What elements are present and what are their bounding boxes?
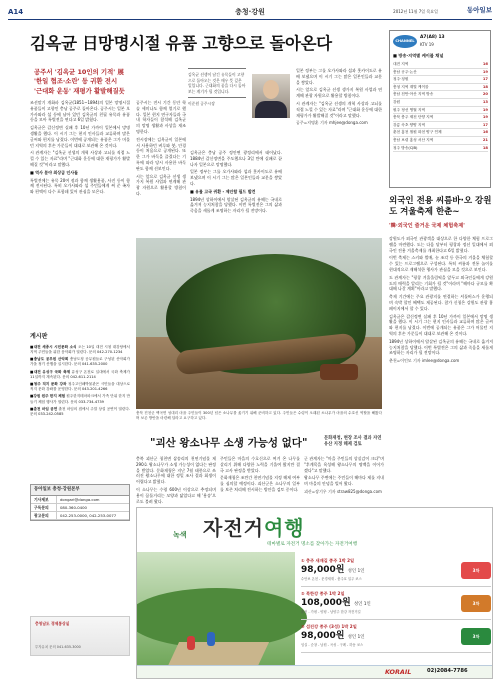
- channel-number: 18: [482, 84, 488, 89]
- tour-desc: 임실 - 순창 - 남원 - 곡성 - 구례 - 하동 코스: [301, 643, 364, 648]
- tour-name: ② 북한강 종주 1박 2일: [301, 591, 345, 597]
- main-article-col2: [136, 100, 186, 234]
- ad-footer: [137, 665, 492, 678]
- channel-number: 19: [482, 107, 488, 112]
- second-article-col1: [136, 456, 216, 506]
- notice-item-body: 오는 10일 대전 시청 대강당에서 지역 주민들을 위한 음악회가 열린다. 문의 042-270-1234: [30, 344, 130, 354]
- second-side-headline: 문화재청, 현장 조사 결과 자연유산 지정 해제 검토: [324, 436, 382, 448]
- sidebox-subtitle: KTV 19: [420, 42, 434, 47]
- notice-title: 게시판: [30, 333, 48, 340]
- tour-price: [301, 564, 461, 577]
- paragraph: 군 관계자는 "마을 주민들의 상실감이 크다"며 "후계목을 육성해 왕소나무의 명맥을 이어가겠다"고 말했다.: [304, 456, 384, 473]
- portrait-photo: [252, 74, 290, 118]
- notice-item-title: ■대전 세종시 시민문화 소식: [30, 344, 77, 349]
- cyclist-icon: [187, 636, 195, 650]
- contact-key: 광고문의: [31, 512, 57, 519]
- paragraph: 일본 정부는 그를 오가사와라 섬과 홋카이도로 유배 보냈으며 이 시기 그는 많은 일본인들과 교분을 쌓았다.: [296, 68, 382, 85]
- tour-price: [301, 630, 461, 643]
- subhead: '근대화 운동' 재평가 활발해질듯: [34, 86, 125, 95]
- paragraph-heading: ■ 유물 고국 귀환 - 제안할 필드 발견: [190, 188, 256, 194]
- notice-board: [30, 333, 130, 419]
- paragraph: 1894년 상하이에서 암살된 김옥균의 유해는 국내로 옮겨져 능지처참을 당했다. 이번 특별전은 그의 삶과 죽음을 새롭게 조명하는 자리가 될 전망이다.: [389, 338, 493, 356]
- bicycle-tour-advertisement[interactable]: [136, 507, 493, 679]
- paragraph: 김옥균은 갑신정변 실패 후 10년 가까이 일본에서 망명 생활을 했다. 이 시기 그는 현지 인사들과 교류하며 많은 글씨와 편지를 남겼다. 이번에 공개되는 유품은 그가 머물던 지역의 후손 가문들이 대대로 보관해 온 것이다.: [30, 125, 130, 148]
- second-headline[interactable]: "괴산 왕소나무 소생 가능성 없다": [150, 437, 308, 449]
- channel-number: 20: [482, 92, 488, 97]
- contact-value[interactable]: dongari@donga.com: [60, 497, 100, 503]
- channel-sidebox: [389, 30, 491, 188]
- paragraph: 김옥균은 충남 공주 정안면 광정리에서 태어났다. 1884년 갑신정변을 주도했으나 3일 만에 실패로 끝나자 일본으로 망명했다.: [190, 150, 282, 167]
- tour-info: [301, 624, 461, 648]
- portrait-face: [263, 80, 279, 99]
- channel-row: [393, 114, 488, 122]
- newspaper-logo[interactable]: 동아일보: [466, 6, 492, 14]
- paragraph: 김옥균은 갑신정변 실패 후 10년 가까이 일본에서 망명 생활을 했다. 이 시기 그는 현지 인사들과 교류하며 많은 글씨와 편지를 남겼다. 이번에 공개되는 유품은 그가 머물던 지역의 후손 가문들이 대대로 보관해 온 것이다.: [389, 313, 493, 336]
- second-article-col2: [220, 456, 300, 506]
- tour-price-value: 98,000원: [301, 565, 345, 576]
- tour-name: ③ 섬진강 종주 (3성) 1박 2일: [301, 624, 357, 630]
- paragraph: 특별전에는 유묵 20여 점과 함께 생활용품, 사진 등이 함께 전시된다. 특히 오가사와라 섬 주민들에게 써 준 족자와 편액이 다수 포함돼 있어 관심을 모은다.: [30, 177, 130, 195]
- subhead: 공주서 '김옥균 10인의 기적' 展: [34, 68, 124, 76]
- pull-quote: [188, 68, 246, 107]
- tour-price-unit: 성인 1인: [347, 635, 365, 641]
- contact-key: 구독문의: [31, 504, 57, 511]
- tour-item[interactable]: [301, 620, 491, 653]
- page-header: [8, 6, 492, 20]
- ad-brand: [203, 514, 305, 543]
- channel-row: [393, 107, 488, 115]
- notice-item-body: 청주고인쇄박물관은 시민들을 대상으로 직지 문화 강좌를 운영한다. 문의 043-201-4266: [30, 381, 130, 392]
- korail-logo: KORAIL: [385, 668, 412, 676]
- channel-row: [393, 122, 488, 130]
- notice-item: [30, 394, 130, 404]
- quote-text: 김옥균 선생이 남긴 유묵들이 고향으로 돌아오는 것은 매우 뜻 깊은 일입니다. 근대화의 꿈을 다시 돌아보는 계기가 될 것입니다.: [188, 68, 246, 98]
- channel-number: 17: [482, 77, 488, 82]
- right-subhead: '韓·외국인 즐거운 국제 체험축제': [389, 223, 465, 229]
- paragraph: 문화재청은 조만간 천연기념물 지정 해제 여부를 심의할 예정이다. 괴산군은 소나무의 일부를 보존 처리해 전시하는 방안을 검토 중이다.: [220, 475, 300, 492]
- channel-row: [393, 69, 488, 77]
- notice-item-title: ■강원 원주 한지 체험: [30, 394, 66, 399]
- notice-item-body: 충남도청 공무원들로 구성된 산악회가 가을 정기 산행을 실시한다. 문의 041-635-2000: [30, 357, 130, 367]
- paragraph: 왕소나무 주변에는 주민들이 해마다 제를 지내며 마을의 안녕을 빌어 왔다.: [304, 475, 384, 487]
- tour-desc: 수안보 온천 - 문경새재 - 충주호 일주 코스: [301, 577, 362, 582]
- channel-number: 21: [482, 137, 488, 142]
- paragraph-heading: ■ 역사 분야 최상급 인사들: [30, 169, 78, 175]
- ad-brand-a: 자전거: [203, 516, 264, 540]
- channel-number: 18: [482, 145, 488, 150]
- paragraph: 시 관계자는 "김옥균 선생의 개혁 사상과 고뇌를 직접 느낄 수 있는 자료"라며 "근대화 운동에 대한 재평가가 활발해질 것"이라고 말했다.: [30, 150, 130, 167]
- notice-item: [30, 357, 130, 367]
- tour-item[interactable]: [301, 554, 491, 587]
- channel-name: 충남 보령 홍성 서산 지역: [393, 137, 434, 142]
- notice-item-title: ■충남도 공무원 산악회: [30, 357, 69, 362]
- channel-row: [393, 137, 488, 145]
- section-title: 충청·강원: [235, 8, 265, 16]
- portrait-suit: [255, 101, 287, 118]
- paragraph: 1894년 상하이에서 암살된 김옥균의 유해는 국내로 옮겨져 능지처참을 당했다. 이번 특별전은 그의 삶과 죽음을 새롭게 조명하는 자리가 될 전망이다.: [190, 196, 282, 214]
- tour-badge: 3차: [461, 562, 491, 579]
- small-advertisement[interactable]: [30, 616, 130, 656]
- right-article-body: [389, 236, 493, 506]
- right-headline[interactable]: 외국인 전용 씨름바·오 강원도 겨울축제 한춘~: [389, 196, 492, 218]
- ad-phone[interactable]: 02)2084-7786: [427, 668, 468, 674]
- tour-list: [301, 554, 491, 653]
- notice-item-title: ■청주 직지 문화 강좌: [30, 381, 67, 386]
- small-ad-title: 충청남도 경제통상실: [35, 621, 70, 626]
- channel-name: 충남 공주·논산: [393, 69, 417, 74]
- channel-number: 13: [482, 99, 488, 104]
- channel-name: 충북 충주 제천 단양 지역: [393, 115, 434, 120]
- paragraph: 축제 기간에는 주요 관광지를 연결하는 셔틀버스가 운행되며 숙박 할인 혜택도 제공된다. 참가 신청은 강원도 관광 홈페이지에서 할 수 있다.: [389, 294, 493, 311]
- contact-title: 동아일보 충청·강원본부: [31, 485, 129, 496]
- paragraph: 이번 축제는 스키와 썰매, 눈 조각 등 한국의 겨울을 체험할 수 있는 프로그램으로 구성된다. 특히 씨름과 전통 놀이를 현대적으로 재해석한 행사가 관심을 모을 것으로 보인다.: [389, 255, 493, 272]
- notice-item-body: 유성구 온천로 일대에서 국화 축제가 11일까지 계속된다. 문의 042-611-2114: [30, 369, 130, 379]
- ad-cycling-scene: [137, 552, 295, 668]
- channel-number: 16: [482, 130, 488, 135]
- contact-row: [31, 512, 129, 520]
- second-article-col3: [304, 456, 384, 506]
- channel-number: 19: [482, 69, 488, 74]
- channel-name: 춘천 홍천 철원 화천 양구 인제: [393, 130, 442, 135]
- byline[interactable]: 공주=지명훈 기자 mhjee@donga.com: [296, 120, 368, 126]
- tour-info: [301, 591, 461, 615]
- paragraph: 도 관계자는 "평창 겨울올림픽을 앞두고 외국인들에게 강원도의 매력을 알리는 기회가 될 것"이라며 "해마다 규모를 확대해 나갈 계획"이라고 말했다.: [389, 274, 493, 292]
- paragraph: 주민들은 마을의 수호신으로 여겨 온 나무를 살리기 위해 다양한 노력을 기울여 왔지만 결국 고사 판정을 받았다.: [220, 456, 300, 473]
- channel-name: 대전 지역: [393, 62, 409, 66]
- channel-row: [393, 61, 488, 69]
- notice-item: [30, 370, 130, 380]
- channel-row: [393, 145, 488, 153]
- main-article-col1: [30, 100, 130, 328]
- sidebox-section-title: ■ 방송·지역별 케이블 채널: [393, 53, 444, 58]
- pine-tree-photo: [136, 238, 382, 409]
- contact-value[interactable]: 080-360-0400: [60, 505, 87, 511]
- notice-item: [30, 382, 130, 392]
- channel-name: 원주 정선 영월 지역: [393, 107, 426, 112]
- tour-price-value: 108,000원: [301, 598, 351, 609]
- ad-brand-small: 녹색: [173, 531, 187, 539]
- channel-row: [393, 129, 488, 137]
- tour-badge: 3차: [461, 595, 491, 612]
- channel-row: [393, 84, 488, 92]
- channel-number: 19: [482, 115, 488, 120]
- notice-item-body: 춘천 마임의 집에서 주말 상설 공연이 열린다. 문의 033-242-0585: [30, 406, 130, 416]
- paragraph: 충북 괴산군 청천면 삼송리의 천연기념물 제290호 왕소나무가 소생 가능성이 없다는 판정을 받았다. 문화재청은 지난 7월 태풍으로 쓰러진 왕소나무에 대한 정밀 조사 결과 회생이 어렵다고 밝혔다.: [136, 456, 216, 485]
- channel-row: [393, 99, 488, 107]
- sidebox-title: A7(A8) 13: [420, 35, 445, 40]
- channel-name: 강릉 속초 양양 지역: [393, 122, 426, 127]
- notice-item-title: ■대전 유성구 국화 축제: [30, 369, 71, 374]
- contact-key: 기사제보: [31, 496, 57, 503]
- photo-caption: 충북 진천군 백곡면 성대리 마을 주민들이 300년 넘은 소나무를 옮기기 위해 준비하고 있다. 주민들은 수령이 오래된 소나무가 마을의 수호신 역할을 해왔다며 보존 방안을 마련해 달라고 요구하고 있다.: [136, 411, 382, 421]
- tour-price: [301, 597, 461, 610]
- channel-number: 17: [482, 122, 488, 127]
- paragraph: 공주시는 전시 기간 동안 학술 세미나도 함께 열기로 했다. 일본 현지 연구자들과 국내 학자들이 참석해 김옥균의 망명 생활과 사상을 재조명한다.: [136, 100, 186, 134]
- ad-tagline: 테마별로 자전거 명소를 찾아가는 자전거여행: [267, 542, 358, 547]
- scene-hill: [136, 588, 307, 648]
- tour-price-value: 98,000원: [301, 631, 345, 642]
- main-article-col3: [190, 150, 282, 234]
- subhead: '한일 협조·소란' 등 귀환 전시: [34, 77, 118, 86]
- paragraph: 일본 정부는 그를 오가사와라 섬과 홋카이도로 유배 보냈으며 이 시기 그는 많은 일본인들과 교분을 쌓았다.: [190, 169, 282, 186]
- tour-item[interactable]: [301, 587, 491, 620]
- channel-row: [393, 76, 488, 84]
- pot-object: [320, 364, 358, 380]
- channel-name: 강원: [393, 99, 401, 104]
- paragraph: 시 관계자는 "김옥균 선생의 개혁 사상과 고뇌를 직접 느낄 수 있는 자료"라며 "근대화 운동에 대한 재평가가 활발해질 것"이라고 말했다.: [296, 100, 382, 118]
- main-article-col4: [296, 68, 382, 234]
- contact-row: [31, 496, 129, 504]
- notice-item-body: 원주한지테마파크에서 가족 단위 한지 만들기 체험 행사가 열린다. 문의 033-734-4739: [30, 394, 130, 404]
- channel-number: 16: [482, 62, 488, 66]
- small-ad-sub: 투자유치 문의 041-635-3000: [35, 645, 81, 650]
- channel-name: 청주·청원: [393, 77, 409, 82]
- paragraph: 전시장에는 김옥균이 일본에서 사용하던 벼루와 붓, 안경 등이 처음으로 공개된다. 또한 그가 바둑을 즐겼다는 기록에 따라 당시 사용한 바둑판도 함께 선보인다.: [136, 136, 186, 171]
- tour-info: [301, 558, 461, 582]
- cyclist-icon: [207, 632, 215, 646]
- contact-value[interactable]: 042-253-0000, 042-253-0077: [60, 513, 117, 519]
- notice-item-title: ■춘천 마임 공연: [30, 406, 58, 411]
- channel-list: [393, 61, 488, 152]
- paragraph: 이 소나무는 수령 600년 이상으로 추정되며 용이 꿈틀거리는 모양과 닮았다고 해 '용송'으로도 불려 왔다.: [136, 486, 216, 504]
- main-subheads: [34, 68, 214, 96]
- issue-date: 2012년 11월 7일 목요일: [393, 9, 438, 14]
- quote-attribution: 이준원 공주시장: [188, 101, 215, 106]
- channel-name: 충남 천안·아산 지역 방송: [393, 92, 434, 97]
- paragraph: 시는 앞으로 김옥균 선생 생가지 복원 사업과 연계해 관광 자원으로 활용할 방침이다.: [296, 87, 382, 99]
- channel-tag: CHANNEL: [393, 35, 417, 48]
- channel-row: [393, 91, 488, 99]
- contact-box: [30, 484, 130, 521]
- channel-name: 청주 방송(CJB): [393, 145, 418, 150]
- byline[interactable]: 괴산=장기우 기자 straw825@donga.com: [304, 488, 382, 494]
- notice-item: [30, 345, 130, 355]
- paragraph: 조선말기 개화파 김옥균(1851∼1894)의 일본 망명시절 유품들이 고향인 충남 공주로 돌아온다. 공주시는 일본 오가사와라 섬 등에 남아 있던 김옥균의 친필 유묵과 유품 등을 모아 특별전을 연다고 6일 밝혔다.: [30, 100, 130, 123]
- byline[interactable]: 춘천=이인모 기자 imlee@donga.com: [389, 358, 460, 364]
- ad-brand-b: 여행: [263, 516, 305, 540]
- paragraph: 강원도가 외국인 관광객을 대상으로 한 다양한 체험 프로그램을 마련했다. 도는 다음 달부터 평창과 정선 일대에서 외국인 전용 겨울축제를 개최한다고 6일 밝혔다.: [389, 236, 493, 253]
- channel-name: 충청 지역 계열 케이블: [393, 84, 429, 89]
- tour-name: ① 충주 새재길 종주 1박 2일: [301, 558, 355, 564]
- page-number: A14: [8, 8, 24, 16]
- tour-desc: 춘천 - 가평 - 양평 - 남양주 한강 자전거길: [301, 610, 361, 615]
- paragraph: 시는 앞으로 김옥균 선생 생가지 복원 사업과 연계해 관광 자원으로 활용할 방침이다.: [136, 173, 186, 196]
- contact-row: [31, 504, 129, 512]
- notice-item: [30, 407, 130, 417]
- main-headline[interactable]: 김옥균 日망명시절 유품 고향으로 돌아온다: [30, 34, 332, 53]
- tour-badge: 3차: [461, 628, 491, 645]
- tour-price-unit: 성인 1인: [353, 602, 371, 608]
- tour-price-unit: 성인 1인: [347, 569, 365, 575]
